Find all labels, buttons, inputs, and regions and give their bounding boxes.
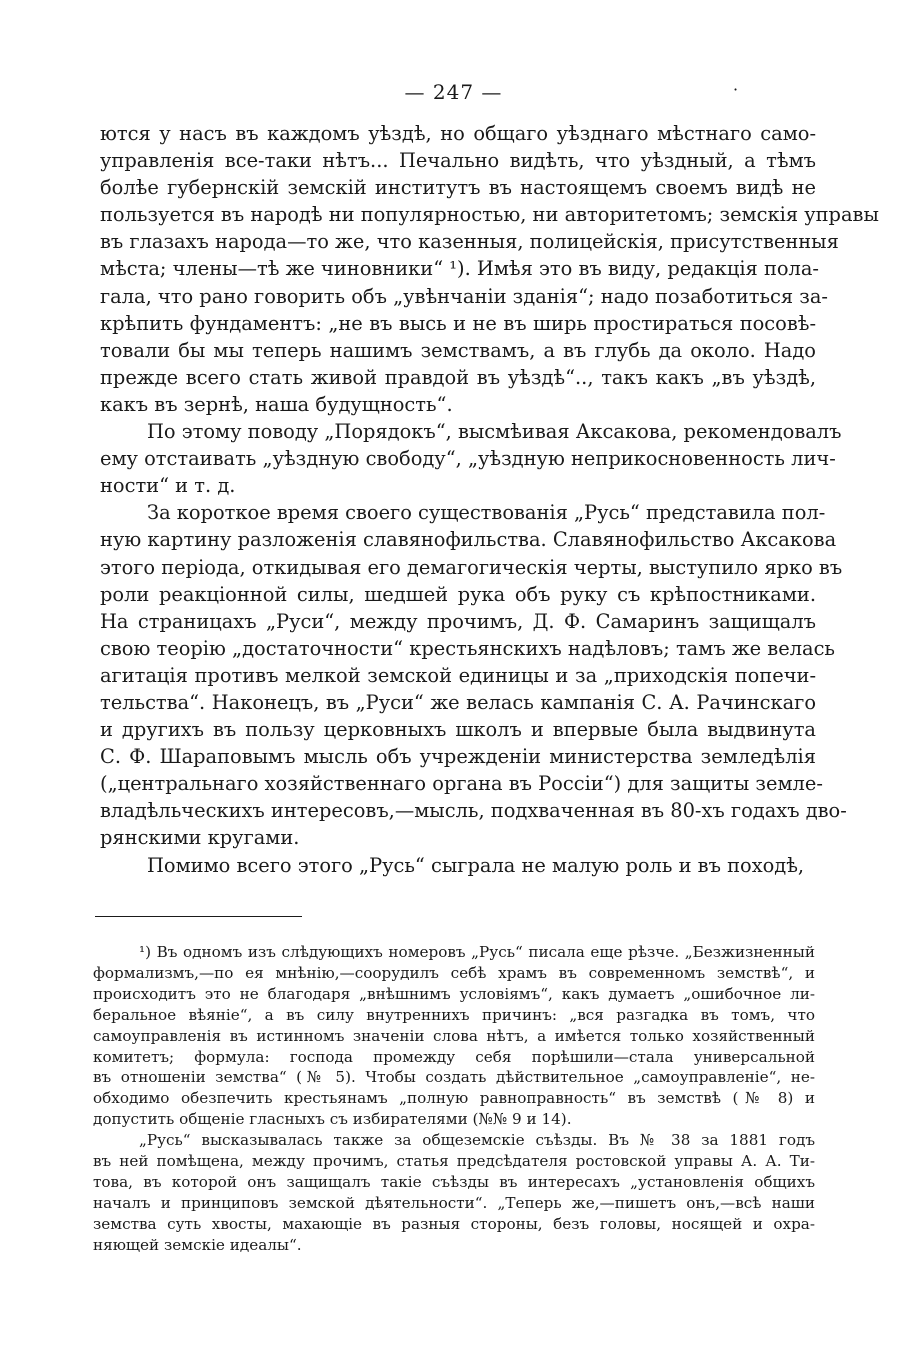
footnote-line: въ отношеніи земства“ (№ 5). Чтобы создать дѣйствительное „самоуправленіе“, не- (93, 1068, 815, 1087)
footnote-line: въ ней помѣщена, между прочимъ, статья предсѣдателя ростовской управы А. А. Ти- (93, 1152, 815, 1171)
text-line: свою теорію „достаточности“ крестьянскихъ надѣловъ; тамъ же велась (100, 636, 835, 660)
text-line: товали бы мы теперь нашимъ земствамъ, а въ глубь да около. Надо (100, 338, 816, 362)
text-line: ему отстаивать „уѣздную свободу“, „уѣздную неприкосновенность лич- (100, 447, 836, 471)
text-line: прежде всего стать живой правдой въ уѣздѣ“.., такъ какъ „въ уѣздѣ, (100, 365, 816, 389)
footnote-line: „Русь“ высказывалась также за общеземскіе съѣзды. Въ № 38 за 1881 годъ (139, 1131, 815, 1150)
text-line: крѣпить фундаментъ: „не въ высь и не въ ширь простираться посовѣ- (100, 311, 816, 335)
main-text (100, 120, 879, 879)
text-line: болѣе губернскій земскій институтъ въ настоящемъ своемъ видѣ не (100, 176, 816, 200)
footnote-line: происходитъ это не благодаря „внѣшнимъ условіямъ“, какъ думаетъ „ошибочное ли- (93, 984, 815, 1003)
text-line: мѣста; члены—тѣ же чиновники“ ¹). Имѣя это въ виду, редакція пола- (100, 257, 819, 281)
footnote-line: комитетъ; формула: господа промежду себя порѣшили—стала универсальной (93, 1047, 815, 1066)
text-line: Помимо всего этого „Русь“ сыграла не малую роль и въ походѣ, (147, 853, 805, 877)
footnote-line: началъ и принциповъ земской дѣятельности“. „Теперь же,—пишетъ онъ,—всѣ наши (93, 1193, 815, 1212)
paragraph-p4 (100, 852, 816, 879)
text-line: („центральнаго хозяйственнаго органа въ Россіи“) для защиты земле- (100, 772, 823, 796)
paragraph-p2 (100, 418, 842, 499)
footnote-fn2 (93, 1130, 815, 1255)
text-line: ную картину разложенія славянофильства. Славянофильство Аксакова (100, 528, 837, 552)
text-line: С. Ф. Шараповымъ мысль объ учрежденіи министерства земледѣлія (100, 745, 816, 769)
text-line: гала, что рано говорить объ „увѣнчаніи зданія“; надо позаботиться за- (100, 284, 828, 308)
page-number: — 247 — (404, 80, 503, 104)
footnote-line: ¹) Въ одномъ изъ слѣдующихъ номеровъ „Русь“ писала еще рѣзче. „Безжизненный (139, 943, 815, 961)
footnote-line: беральное вѣяніе“, а въ силу внутреннихъ причинъ: „вся разгадка въ томъ, что (93, 1005, 815, 1024)
text-line: ности“ и т. д. (100, 474, 236, 498)
footnote-line: формализмъ,—по ея мнѣнію,—соорудилъ себѣ храмъ въ современномъ земствѣ“, и (93, 963, 815, 982)
footnotes (93, 942, 815, 1256)
text-line: владѣльческихъ интересовъ,—мысль, подхваченная въ 80-хъ годахъ дво- (100, 799, 847, 823)
text-line: пользуется въ народѣ ни популярностью, ни авторитетомъ; земскія управы (100, 203, 879, 227)
footnote-line: земства суть хвосты, махающіе въ разныя стороны, безъ головы, носящей и охра- (93, 1214, 815, 1233)
text-line: этого періода, откидывая его демагогическія черты, выступило ярко въ (100, 555, 843, 579)
text-line: На страницахъ „Руси“, между прочимъ, Д. Ф. Самаринъ защищалъ (100, 609, 816, 633)
text-line: ются у насъ въ каждомъ уѣздѣ, но общаго уѣзднаго мѣстнаго само- (100, 122, 816, 145)
footnote-line: това, въ которой онъ защищалъ такіе съѣзды въ интересахъ „установленія общихъ (93, 1172, 815, 1191)
page-mark: · (733, 80, 739, 99)
footnote-divider (95, 916, 302, 917)
text-line: рянскими кругами. (100, 826, 300, 850)
footnote-fn1 (93, 942, 815, 1130)
text-line: роли реакціонной силы, шедшей рука объ руку съ крѣпостниками. (100, 582, 816, 606)
text-line: въ глазахъ народа—то же, что казенныя, полицейскія, присутственныя (100, 230, 839, 254)
footnote-line: самоуправленія въ истинномъ значеніи слова нѣтъ, а имѣется только хозяйственный (93, 1026, 815, 1045)
text-line: какъ въ зернѣ, наша будущность“. (100, 392, 453, 416)
footnote-line: няющей земскіе идеалы“. (93, 1235, 302, 1254)
paragraph-p1 (100, 120, 879, 418)
footnote-line: обходимо обезпечить крестьянамъ „полную равноправность“ въ земствѣ (№ 8) и (93, 1089, 815, 1108)
text-line: За короткое время своего существованія „Русь“ представила пол- (147, 501, 826, 525)
text-line: и другихъ въ пользу церковныхъ школъ и впервые была выдвинута (100, 718, 816, 742)
footnote-line: допустить общеніе гласныхъ съ избирателями (№№ 9 и 14). (93, 1110, 572, 1129)
text-line: По этому поводу „Порядокъ“, высмѣивая Аксакова, рекомендовалъ (147, 420, 842, 444)
text-line: агитація противъ мелкой земской единицы и за „приходскія попечи- (100, 663, 816, 687)
text-line: управленія все-таки нѣтъ... Печально видѣть, что уѣздный, а тѣмъ (100, 149, 816, 173)
text-line: тельства“. Наконецъ, въ „Руси“ же велась кампанія С. А. Рачинскаго (100, 690, 816, 714)
paragraph-p3 (100, 499, 847, 851)
